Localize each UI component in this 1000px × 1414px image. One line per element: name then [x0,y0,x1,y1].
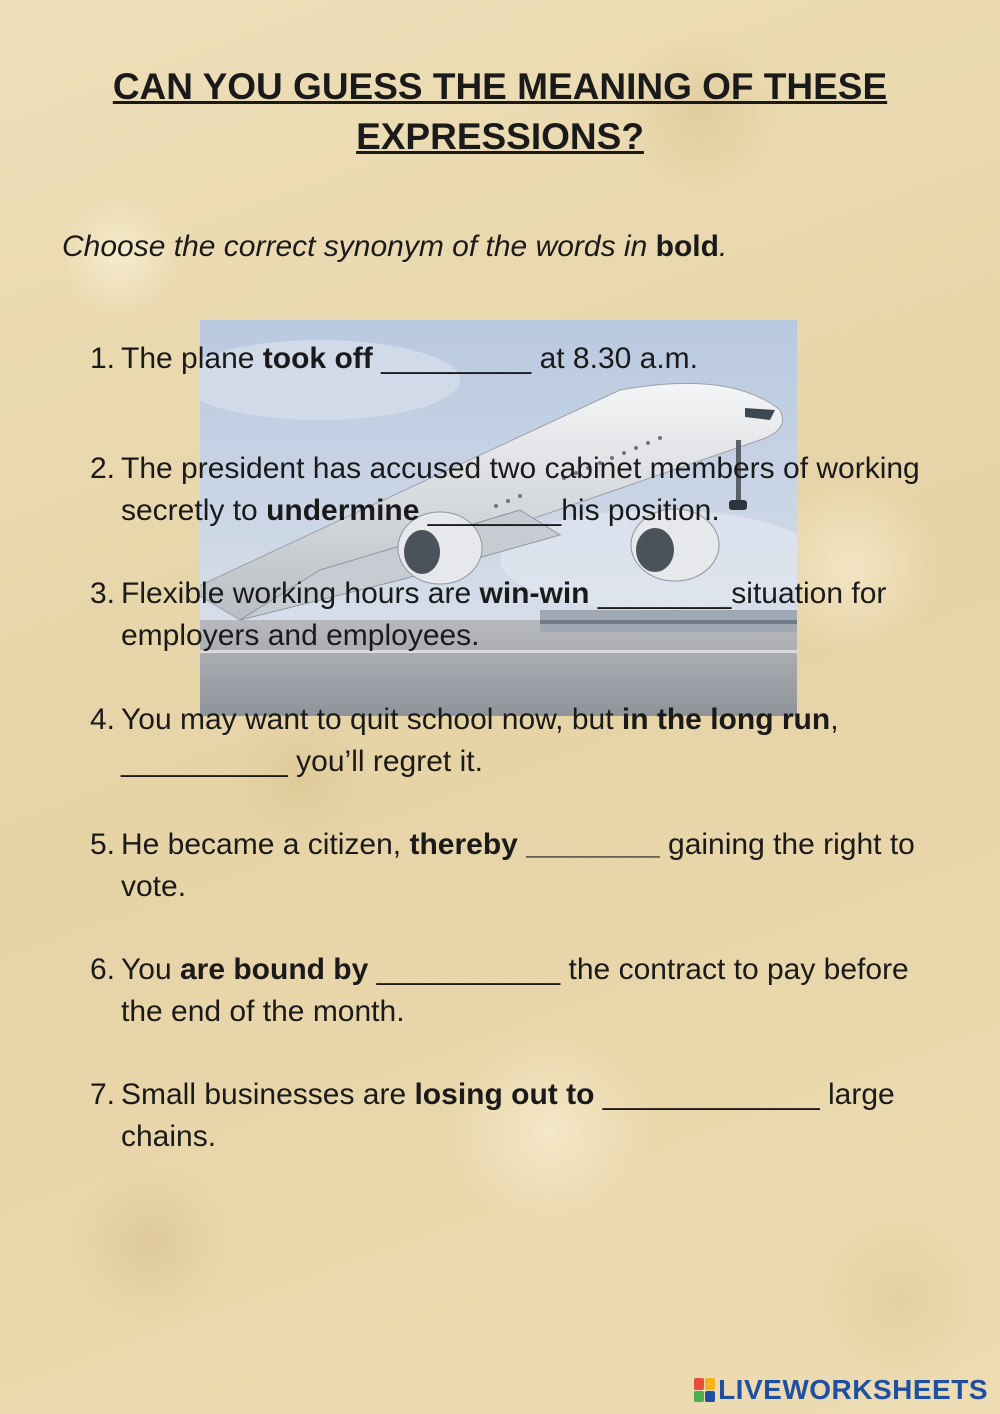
question-2 [90,448,950,532]
worksheet-title: CAN YOU GUESS THE MEANING OF THESE EXPRESSIONS? [112,66,888,157]
question-1 [90,338,950,380]
instruction-end: . [718,230,728,263]
question-text: You [121,953,180,986]
bold-expression: thereby ________ [409,828,660,861]
logo-text: LIVEWORKSHEETS [718,1374,988,1405]
question-number: 3. [90,577,116,610]
answer-blank-text[interactable]: _________ at 8.30 a.m. [372,342,699,375]
logo-square-red [694,1378,704,1390]
liveworksheets-logo-icon [694,1378,714,1402]
answer-blank-text[interactable]: ________his position. [419,494,720,527]
instruction [62,230,727,264]
logo-square-yellow [705,1378,715,1390]
bold-expression: are bound by [179,953,369,986]
question-text: The plane [121,342,263,375]
question-number: 1. [90,342,116,375]
question-5 [90,824,950,908]
bold-expression: took off [262,342,373,375]
question-number: 5. [90,828,116,861]
answer-blank-text[interactable]: ________situation for employers and employees. [121,577,887,652]
instruction-bold-word: bold [655,230,719,263]
question-text: You may want to quit school now, but [121,703,622,736]
question-number: 4. [90,703,116,736]
liveworksheets-logo[interactable] [694,1374,988,1406]
question-6 [90,949,950,1033]
question-number: 7. [90,1078,116,1111]
answer-blank-text[interactable]: ___________ the contract to pay before the end of the month. [121,953,909,1028]
answer-blank-text[interactable]: gaining the right to vote. [121,828,915,903]
question-text: Small businesses are [121,1078,415,1111]
question-text: He became a citizen, [121,828,410,861]
answer-blank-text[interactable]: _____________ large chains. [121,1078,895,1153]
question-number: 2. [90,452,116,485]
question-7 [90,1074,950,1158]
question-number: 6. [90,953,116,986]
question-3 [90,573,950,657]
question-text: The president has accused two cabinet members of working secretly to [121,452,920,527]
instruction-text: Choose the correct synonym of the words in [62,230,656,263]
bold-expression: losing out to [414,1078,595,1111]
answer-blank-text[interactable]: , __________ you’ll regret it. [121,703,839,778]
logo-square-green [694,1391,704,1403]
question-text: Flexible working hours are [121,577,480,610]
bold-expression: undermine [266,494,420,527]
question-4 [90,699,950,783]
bold-expression: win-win [479,577,590,610]
bold-expression: in the long run [621,703,831,736]
logo-square-blue [705,1391,715,1403]
